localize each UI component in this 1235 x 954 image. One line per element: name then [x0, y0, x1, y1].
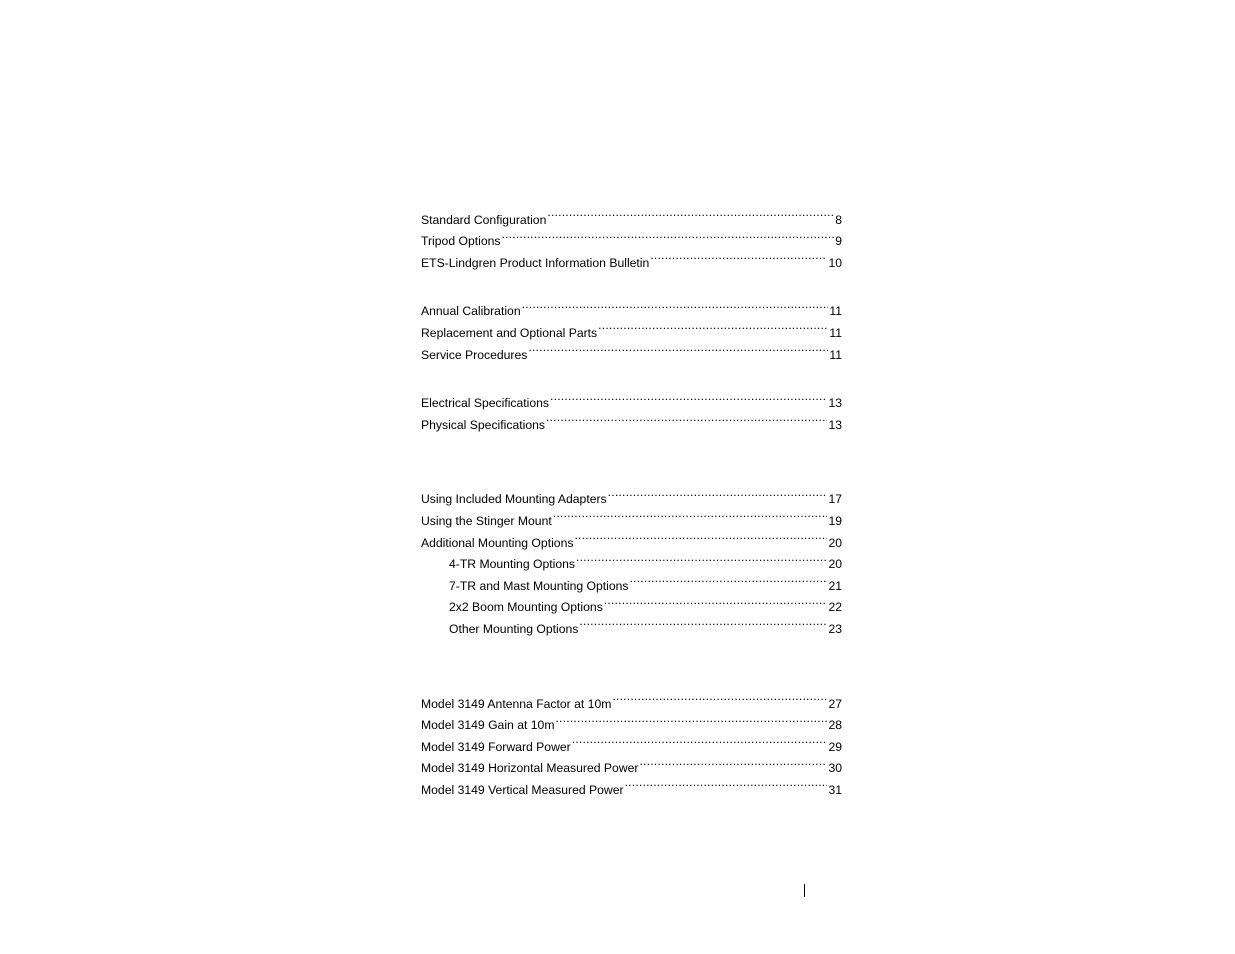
toc-group-data: [421, 686, 842, 797]
toc-entry-label: 7-TR and Mast Mounting Options: [449, 578, 629, 593]
toc-entry-page: 9: [835, 234, 842, 249]
toc-entry-page: 8: [835, 212, 842, 227]
toc-entry-label: Using Included Mounting Adapters: [421, 492, 607, 507]
toc-leader-dots: [650, 245, 827, 267]
toc-entry-label: 4-TR Mounting Options: [449, 557, 575, 572]
toc-entry-page: 19: [828, 513, 842, 528]
toc-entry[interactable]: [421, 686, 842, 711]
toc-entry-page: 13: [828, 417, 842, 432]
toc-entry-label: Model 3149 Vertical Measured Power: [421, 782, 624, 797]
toc-entry-label: Service Procedures: [421, 347, 528, 362]
toc-entry-page: 31: [828, 782, 842, 797]
toc-entry-page: 20: [828, 557, 842, 572]
toc-group-specifications: [421, 386, 842, 432]
toc-entry-page: 13: [828, 396, 842, 411]
toc-entry-label: Model 3149 Gain at 10m: [421, 718, 555, 733]
toc-leader-dots: [608, 482, 828, 504]
toc-leader-dots: [579, 611, 827, 633]
toc-entry-label: Model 3149 Forward Power: [421, 739, 571, 754]
toc-group-mounting: [421, 482, 842, 636]
toc-entry-label: Electrical Specifications: [421, 396, 550, 411]
toc-entry-page: 17: [828, 492, 842, 507]
toc-entry[interactable]: [421, 482, 842, 507]
toc-entry-label: Annual Calibration: [421, 304, 521, 319]
toc-leader-dots: [547, 202, 834, 224]
toc-entry-label: Physical Specifications: [421, 417, 545, 432]
toc-entry-label: Replacement and Optional Parts: [421, 325, 598, 340]
toc-entry-label: Tripod Options: [421, 234, 501, 249]
toc-entry-page: 29: [828, 739, 842, 754]
toc-entry-page: 20: [828, 535, 842, 550]
toc-entry-label: Model 3149 Horizontal Measured Power: [421, 761, 639, 776]
toc-leader-dots: [574, 525, 827, 547]
toc-entry-page: 11: [829, 325, 842, 340]
toc-leader-dots: [553, 503, 828, 525]
toc-entry-page: 22: [828, 600, 842, 615]
toc-leader-dots: [612, 686, 827, 708]
toc-leader-dots: [555, 708, 827, 730]
toc-entry-page: 28: [828, 718, 842, 733]
toc-entry-page: 11: [829, 347, 842, 362]
toc-leader-dots: [546, 407, 827, 429]
toc-leader-dots: [528, 337, 828, 359]
toc-leader-dots: [625, 772, 828, 794]
toc-entry[interactable]: [421, 294, 842, 319]
toc-leader-dots: [598, 315, 828, 337]
toc-entry-label: ETS-Lindgren Product Information Bulletin: [421, 255, 650, 270]
table-of-contents: [421, 202, 842, 797]
toc-group-maintenance: [421, 294, 842, 362]
toc-entry[interactable]: [421, 202, 842, 227]
page-number-marker: [804, 884, 805, 897]
toc-entry-page: 21: [828, 578, 842, 593]
toc-leader-dots: [630, 568, 828, 590]
toc-entry-page: 23: [828, 621, 842, 636]
toc-leader-dots: [604, 590, 828, 612]
toc-leader-dots: [550, 386, 827, 408]
toc-leader-dots: [522, 294, 829, 316]
toc-leader-dots: [501, 224, 834, 246]
toc-entry-label: Additional Mounting Options: [421, 535, 574, 550]
toc-entry-label: Standard Configuration: [421, 212, 547, 227]
toc-spacer: [421, 633, 842, 686]
toc-entry-label: 2x2 Boom Mounting Options: [449, 600, 603, 615]
toc-entry-page: 27: [828, 696, 842, 711]
toc-spacer: [421, 429, 842, 482]
toc-entry-label: Using the Stinger Mount: [421, 513, 552, 528]
toc-entry[interactable]: [421, 386, 842, 411]
toc-leader-dots: [576, 547, 827, 569]
toc-entry-page: 30: [828, 761, 842, 776]
toc-group-configuration: [421, 202, 842, 270]
toc-leader-dots: [572, 729, 828, 751]
toc-entry-page: 10: [828, 255, 842, 270]
toc-entry-page: 11: [829, 304, 842, 319]
toc-entry-label: Other Mounting Options: [449, 621, 579, 636]
toc-entry-label: Model 3149 Antenna Factor at 10m: [421, 696, 612, 711]
toc-leader-dots: [639, 751, 827, 773]
